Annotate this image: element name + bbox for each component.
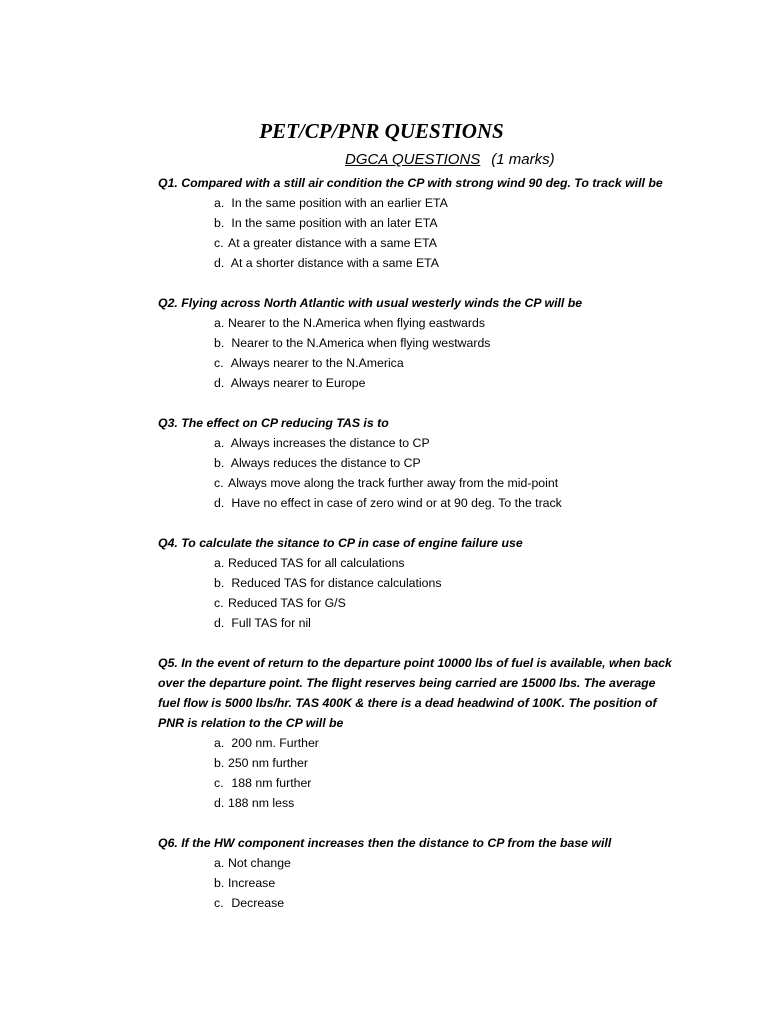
option-letter: a.: [214, 196, 225, 210]
option-text: In the same position with an later ETA: [231, 216, 438, 230]
option-text: Always reduces the distance to CP: [230, 456, 421, 470]
option-c: [214, 473, 678, 493]
option-letter: a.: [214, 736, 225, 750]
option-text: Reduced TAS for all calculations: [228, 556, 405, 570]
option-letter: d.: [214, 496, 225, 510]
option-letter: c.: [214, 356, 224, 370]
question-text: Q2. Flying across North Atlantic with usual westerly winds the CP will be: [158, 296, 583, 310]
option-a: [214, 433, 678, 453]
option-letter: b.: [214, 456, 225, 470]
option-c: [214, 353, 678, 373]
option-c: [214, 233, 678, 253]
option-text: 250 nm further: [228, 756, 308, 770]
question-text: Q3. The effect on CP reducing TAS is to: [158, 416, 389, 430]
subtitle-marks: (1 marks): [491, 151, 555, 168]
option-text: Nearer to the N.America when flying eastwards: [228, 316, 485, 330]
option-text: At a shorter distance with a same ETA: [230, 256, 439, 270]
subtitle-main: DGCA QUESTIONS: [345, 151, 481, 168]
option-letter: b.: [214, 876, 225, 890]
option-b: [214, 453, 678, 473]
option-c: [214, 593, 678, 613]
option-letter: b.: [214, 336, 225, 350]
option-text: Always move along the track further away from the mid-point: [228, 476, 559, 490]
option-text: Always nearer to Europe: [230, 376, 366, 390]
option-letter: a.: [214, 316, 225, 330]
option-c: [214, 773, 678, 793]
question-2: [158, 293, 678, 393]
option-letter: b.: [214, 756, 225, 770]
option-letter: c.: [214, 596, 224, 610]
question-3: [158, 413, 678, 513]
question-text: Q1. Compared with a still air condition the CP with strong wind 90 deg. To track will be: [158, 176, 663, 190]
option-text: 200 nm. Further: [231, 736, 319, 750]
option-letter: d.: [214, 256, 225, 270]
page-title: PET/CP/PNR QUESTIONS: [259, 119, 504, 143]
option-d: [214, 373, 678, 393]
question-text: Q6. If the HW component increases then the distance to CP from the base will: [158, 836, 612, 850]
option-text: 188 nm further: [231, 776, 312, 790]
option-a: [214, 553, 678, 573]
question-list: [158, 173, 678, 933]
option-letter: b.: [214, 216, 225, 230]
option-text: Increase: [228, 876, 276, 890]
option-d: [214, 613, 678, 633]
option-c: [214, 893, 678, 913]
option-a: [214, 853, 678, 873]
option-text: Full TAS for nil: [231, 616, 311, 630]
option-letter: a.: [214, 436, 225, 450]
option-d: [214, 793, 678, 813]
option-b: [214, 573, 678, 593]
option-text: Nearer to the N.America when flying westwards: [231, 336, 491, 350]
option-text: In the same position with an earlier ETA: [231, 196, 448, 210]
option-a: [214, 733, 678, 753]
option-text: 188 nm less: [228, 796, 295, 810]
option-letter: c.: [214, 476, 224, 490]
question-text: Q4. To calculate the sitance to CP in case of engine failure use: [158, 536, 523, 550]
option-a: [214, 193, 678, 213]
option-text: Reduced TAS for G/S: [228, 596, 346, 610]
question-5: [158, 653, 678, 813]
option-letter: c.: [214, 776, 224, 790]
option-b: [214, 333, 678, 353]
option-text: Decrease: [231, 896, 285, 910]
option-b: [214, 213, 678, 233]
page-subtitle: [345, 150, 555, 170]
option-letter: a.: [214, 556, 225, 570]
option-text: Always increases the distance to CP: [230, 436, 430, 450]
option-text: Always nearer to the N.America: [230, 356, 404, 370]
option-a: [214, 313, 678, 333]
option-b: [214, 753, 678, 773]
question-1: [158, 173, 678, 273]
option-letter: d.: [214, 796, 225, 810]
option-b: [214, 873, 678, 893]
option-d: [214, 253, 678, 273]
option-text: Not change: [228, 856, 291, 870]
option-text: At a greater distance with a same ETA: [228, 236, 437, 250]
option-letter: d.: [214, 376, 225, 390]
option-letter: c.: [214, 896, 224, 910]
option-text: Reduced TAS for distance calculations: [231, 576, 442, 590]
option-letter: c.: [214, 236, 224, 250]
option-text: Have no effect in case of zero wind or at 90 deg. To the track: [231, 496, 562, 510]
option-letter: b.: [214, 576, 225, 590]
option-letter: a.: [214, 856, 225, 870]
option-letter: d.: [214, 616, 225, 630]
question-text: Q5. In the event of return to the departure point 10000 lbs of fuel is available, when back over the departure point. The flight reserves being carried are 15000 lbs. The average fuel flow is 5000 lbs/hr. TAS 400K & there is a dead headwind of 100K. The position of PNR is relation to the CP will be: [158, 656, 672, 730]
option-d: [214, 493, 678, 513]
question-6: [158, 833, 678, 913]
question-4: [158, 533, 678, 633]
